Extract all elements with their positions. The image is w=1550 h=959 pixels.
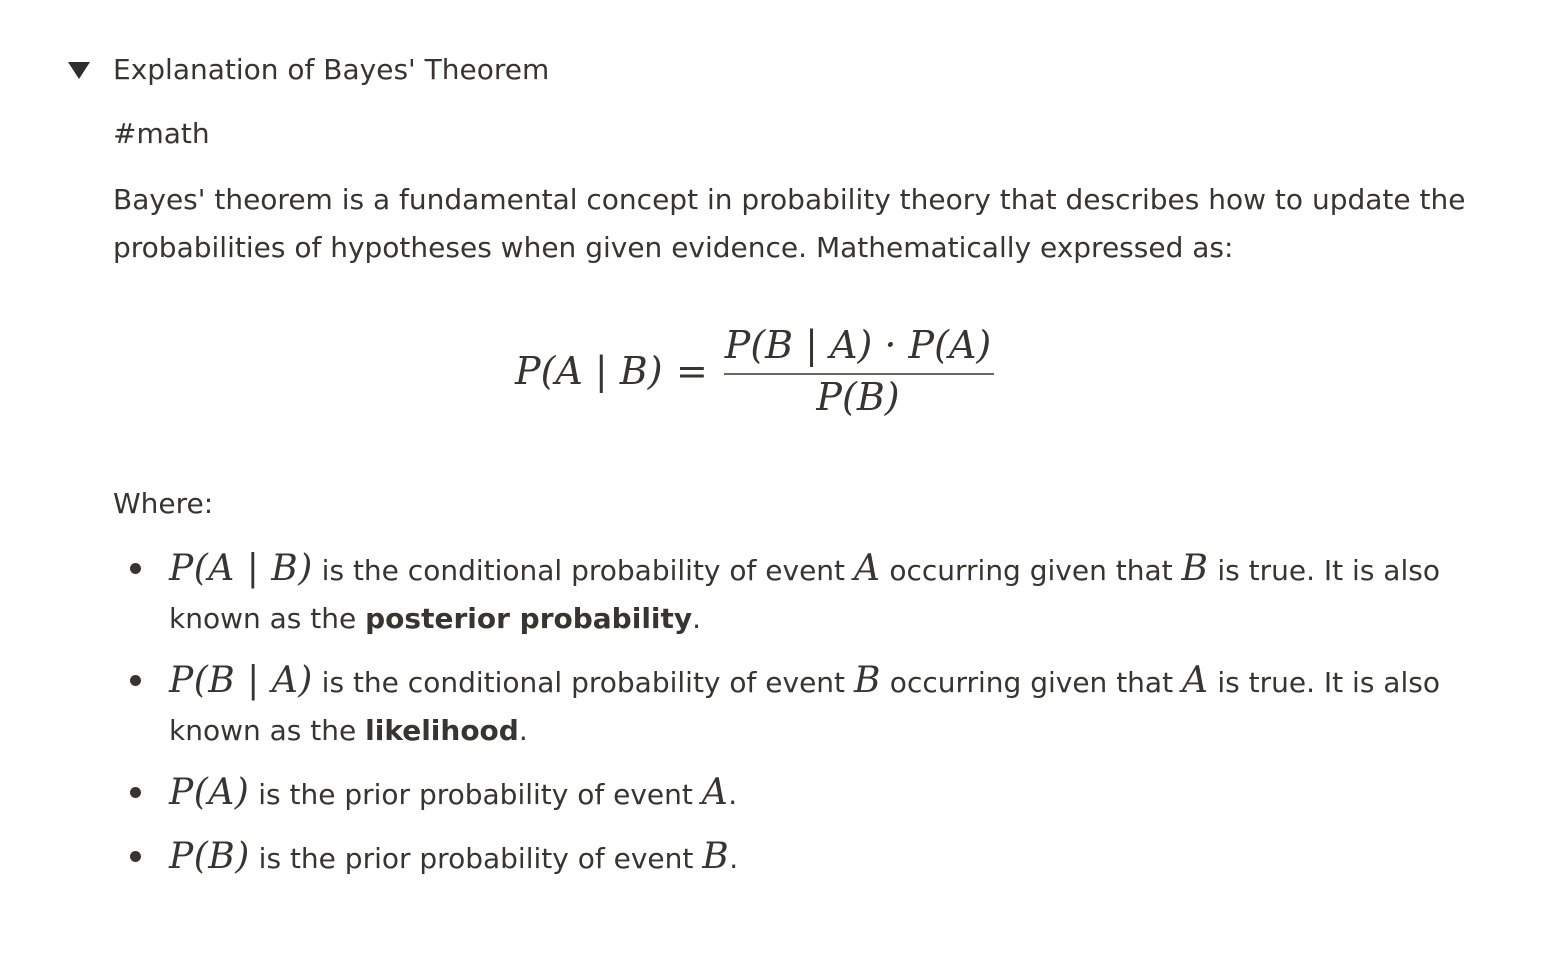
toggle-title: Explanation of Bayes' Theorem bbox=[113, 53, 550, 86]
equation-denominator: P(B) bbox=[816, 375, 900, 419]
inline-math-var: B bbox=[853, 660, 881, 701]
math-tag[interactable]: #math bbox=[113, 117, 210, 150]
inline-math-var: B bbox=[702, 836, 730, 877]
bullet-dot bbox=[130, 787, 141, 798]
bold-term: likelihood bbox=[365, 714, 519, 747]
bayes-equation bbox=[0, 312, 1550, 432]
item-text: is the conditional probability of event bbox=[312, 666, 854, 699]
item-text: occurring given that bbox=[880, 666, 1182, 699]
bullet-dot bbox=[130, 851, 141, 862]
intro-paragraph: Bayes' theorem is a fundamental concept in probability theory that describes how to update the probabilities of hypotheses when given evidence. Mathematically expressed as: bbox=[113, 183, 1466, 264]
item-text: occurring given that bbox=[880, 554, 1182, 587]
where-label: Where: bbox=[113, 487, 214, 520]
bullet-dot bbox=[130, 675, 141, 686]
list-item bbox=[113, 833, 1513, 881]
triangle-down-icon[interactable] bbox=[66, 56, 94, 84]
inline-math: P(A) bbox=[169, 772, 250, 813]
equation-lhs: P(A | B) bbox=[515, 349, 663, 393]
list-item bbox=[113, 769, 1513, 817]
item-end: . bbox=[692, 602, 702, 635]
definition-list bbox=[113, 545, 1513, 881]
item-text: is the conditional probability of event bbox=[312, 554, 854, 587]
item-end: . bbox=[729, 842, 739, 875]
inline-math-var: A bbox=[853, 548, 881, 589]
bullet-dot bbox=[130, 563, 141, 574]
equation-svg bbox=[0, 312, 1550, 432]
list-item bbox=[113, 657, 1513, 753]
item-text: is true. It is also known as the bbox=[169, 554, 1440, 635]
item-text: is the prior probability of event bbox=[249, 842, 703, 875]
list-item bbox=[113, 545, 1513, 641]
inline-math: P(A | B) bbox=[169, 548, 313, 589]
item-end: . bbox=[518, 714, 528, 747]
inline-math-var: B bbox=[1181, 548, 1209, 589]
inline-math-var: A bbox=[701, 772, 729, 813]
inline-math-var: A bbox=[1181, 660, 1209, 701]
equation-numerator: P(B | A) · P(A) bbox=[724, 323, 992, 367]
item-end: . bbox=[728, 778, 738, 811]
toggle-header[interactable] bbox=[66, 48, 549, 92]
item-text: is true. It is also known as the bbox=[169, 666, 1440, 747]
item-text: is the prior probability of event bbox=[249, 778, 702, 811]
equation-equals: = bbox=[676, 349, 708, 393]
bold-term: posterior probability bbox=[365, 602, 693, 635]
inline-math: P(B | A) bbox=[169, 660, 313, 701]
inline-math: P(B) bbox=[169, 836, 250, 877]
